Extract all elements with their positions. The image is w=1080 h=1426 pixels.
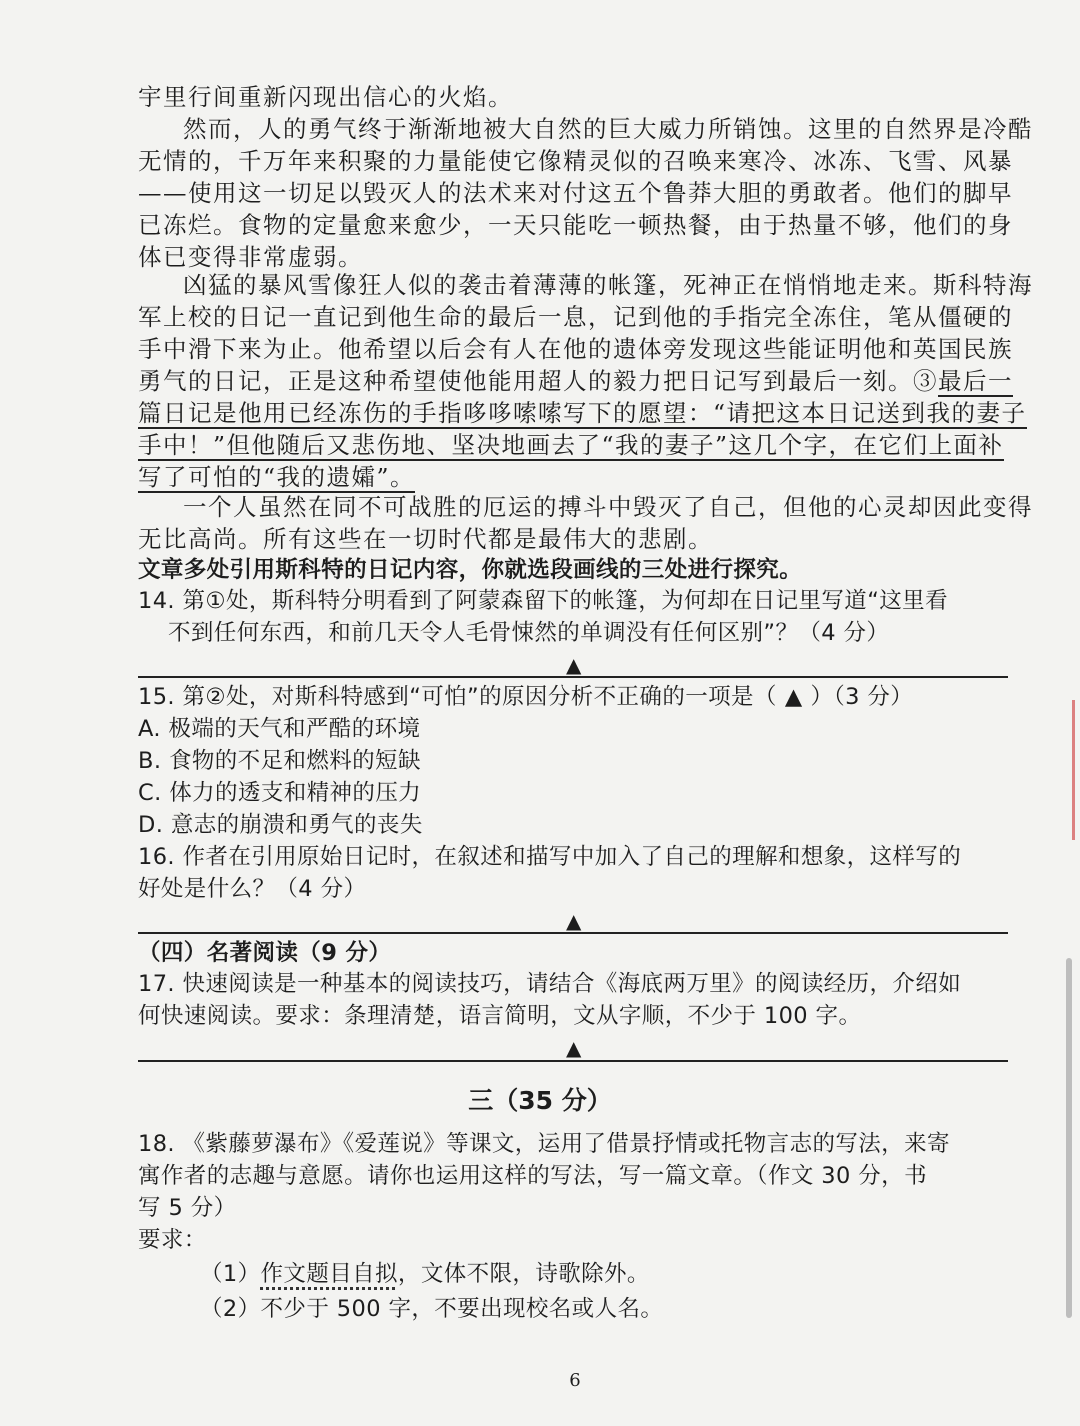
question-15-stem: 15. 第②处，对斯科特感到“可怕”的原因分析不正确的一项是（ — [138, 684, 777, 710]
passage-line-underlined — [138, 462, 1008, 493]
underline-marker-3: ③ — [913, 367, 938, 395]
answer-blank[interactable]: ▲ — [784, 684, 803, 710]
passage-line: 无情的，千万年来积聚的力量能使它像精灵似的召唤来寒冷、冰冻、飞雪、风暴 — [138, 147, 1013, 175]
passage-line: 一个人虽然在同不可战胜的厄运的搏斗中毁灭了自己，但他的心灵却因此变得 — [183, 493, 1033, 521]
answer-line[interactable] — [138, 932, 1008, 934]
question-18: 18. 《紫藤萝瀑布》《爱莲说》等课文，运用了借景抒情或托物言志的写法，来寄 — [138, 1131, 950, 1157]
requirement-2: （2）不少于 500 字，不要出现校名或人名。 — [200, 1296, 664, 1322]
section-4-title: （四）名著阅读（9 分） — [138, 940, 392, 966]
requirement-1-emphasis: 作文题目自拟 — [260, 1261, 398, 1287]
passage-line: ——使用这一切足以毁灭人的法术来对付这五个鲁莽大胆的勇敢者。他们的脚早 — [138, 179, 1013, 207]
question-14: 14. 第①处，斯科特分明看到了阿蒙森留下的帐篷，为何却在日记里写道“这里看 — [138, 588, 948, 614]
passage-line: 手中滑下来为止。他希望以后会有人在他的遗体旁发现这些能证明他和英国民族 — [138, 335, 1013, 363]
question-15 — [138, 682, 1008, 713]
question-14-cont: 不到任何东西，和前几天令人毛骨悚然的单调没有任何区别”？（4 分） — [168, 620, 890, 646]
scrollbar[interactable] — [1066, 958, 1072, 1318]
question-15-score: ）（3 分） — [810, 684, 914, 710]
underlined-text: 写了可怕的“我的遗孀”。 — [138, 463, 416, 491]
passage-line-underlined — [138, 398, 1027, 429]
requirement-1 — [200, 1259, 1070, 1290]
passage-line: 无比高尚。所有这些在一切时代都是最伟大的悲剧。 — [138, 525, 713, 553]
option-c: C. 体力的透支和精神的压力 — [138, 780, 422, 806]
passage-line: 宇里行间重新闪现出信心的火焰。 — [138, 83, 513, 111]
underlined-text: 最后一 — [938, 367, 1013, 395]
passage-line-underlined — [138, 430, 1008, 461]
option-a: A. 极端的天气和严酷的环境 — [138, 716, 421, 742]
requirement-1-rest: ，文体不限，诗歌除外。 — [397, 1261, 650, 1287]
question-17-cont: 何快速阅读。要求：条理清楚，语言简明，文从字顺，不少于 100 字。 — [138, 1003, 862, 1029]
page-number: 6 — [569, 1370, 581, 1391]
answer-line[interactable] — [138, 1060, 1008, 1062]
answer-marker: ▲ — [566, 653, 582, 677]
passage-line: 已冻烂。食物的定量愈来愈少，一天只能吃一顿热餐，由于热量不够，他们的身 — [138, 211, 1013, 239]
passage-line-with-underline — [138, 366, 1013, 397]
red-mark — [1072, 700, 1080, 840]
section-3-title: 三（35 分） — [468, 1086, 612, 1115]
question-16-cont: 好处是什么？（4 分） — [138, 876, 367, 902]
passage-line: 军上校的日记一直记到他生命的最后一息，记到他的手指完全冻住，笔从僵硬的 — [138, 303, 1013, 331]
question-18-cont: 写 5 分） — [138, 1195, 237, 1221]
passage-line: 凶猛的暴风雪像狂人似的袭击着薄薄的帐篷，死神正在悄悄地走来。斯科特海 — [183, 271, 1033, 299]
requirement-1-prefix: （1） — [200, 1261, 261, 1287]
answer-marker: ▲ — [566, 909, 582, 933]
option-d: D. 意志的崩溃和勇气的丧失 — [138, 812, 423, 838]
question-16: 16. 作者在引用原始日记时，在叙述和描写中加入了自己的理解和想象，这样写的 — [138, 844, 962, 870]
underlined-text: 手中！”但他随后又悲伤地、坚决地画去了“我的妻子”这几个字，在它们上面补 — [138, 431, 1004, 459]
passage-line: 体已变得非常虚弱。 — [138, 243, 363, 271]
instruction-text: 文章多处引用斯科特的日记内容，你就选段画线的三处进行探究。 — [138, 557, 803, 583]
question-17: 17. 快速阅读是一种基本的阅读技巧，请结合《海底两万里》的阅读经历，介绍如 — [138, 971, 962, 997]
passage-text: 勇气的日记，正是这种希望使他能用超人的毅力把日记写到最后一刻。 — [138, 367, 913, 395]
option-b: B. 食物的不足和燃料的短缺 — [138, 748, 421, 774]
passage-line: 然而，人的勇气终于渐渐地被大自然的巨大威力所销蚀。这里的自然界是冷酷 — [183, 115, 1033, 143]
answer-marker: ▲ — [566, 1036, 582, 1060]
question-18-cont: 寓作者的志趣与意愿。请你也运用这样的写法，写一篇文章。（作文 30 分，书 — [138, 1163, 927, 1189]
requirements-label: 要求： — [138, 1227, 207, 1253]
underlined-text: 篇日记是他用已经冻伤的手指哆哆嗦嗦写下的愿望：“请把这本日记送到我的妻子 — [138, 399, 1027, 427]
answer-line[interactable] — [138, 676, 1008, 678]
